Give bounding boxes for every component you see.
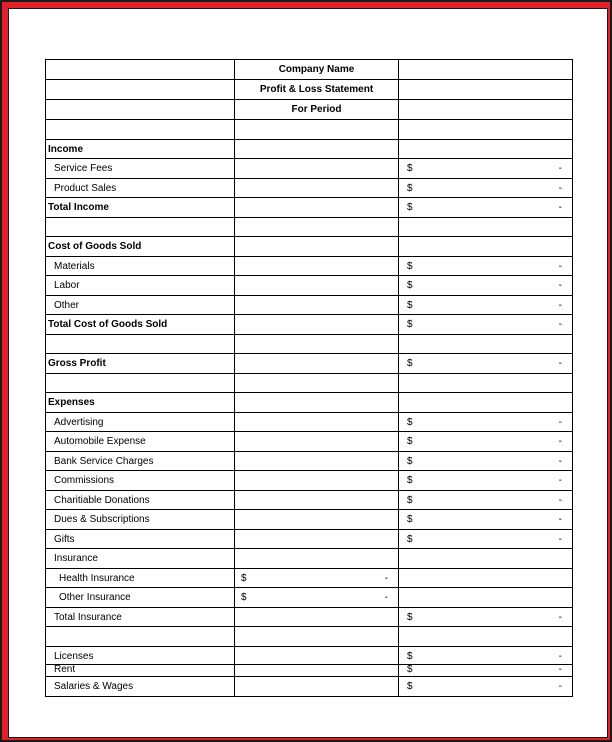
- table-row-advertising: Advertising $ -: [45, 412, 573, 432]
- period-label: For Period: [234, 99, 398, 119]
- blank-row: [45, 217, 573, 237]
- table-row-insurance: Insurance: [45, 548, 573, 568]
- document-page: [8, 8, 608, 738]
- table-row-product-sales: Product Sales $ -: [45, 178, 573, 198]
- table-row-commissions: Commissions $ -: [45, 470, 573, 490]
- table-row-dues: Dues & Subscriptions $ -: [45, 509, 573, 529]
- table-row-automobile: Automobile Expense $ -: [45, 431, 573, 451]
- header-row-period: [45, 99, 573, 119]
- table-row-health-insurance: Health Insurance $ -: [45, 568, 573, 588]
- table-row-licenses: Licenses $ -: [45, 646, 573, 666]
- blank-row: [45, 119, 573, 139]
- table-row-bank-charges: Bank Service Charges $ -: [45, 451, 573, 471]
- section-heading-income: Income: [45, 139, 573, 159]
- table-bottom-border: [45, 696, 573, 697]
- table-row-materials: Materials $ -: [45, 256, 573, 276]
- table-row-total-income: Total Income $ -: [45, 197, 573, 217]
- company-name: Company Name: [234, 59, 398, 79]
- table-row-total-insurance: Total Insurance $ -: [45, 607, 573, 627]
- table-row-other-insurance: Other Insurance $ -: [45, 587, 573, 607]
- table-row-gross-profit: Gross Profit $ -: [45, 353, 573, 373]
- table-row-other: Other $ -: [45, 295, 573, 315]
- section-heading-expenses: Expenses: [45, 392, 573, 412]
- header-row-company: [45, 59, 573, 79]
- table-row-donations: Charitiable Donations $ -: [45, 490, 573, 510]
- header-row-statement: [45, 79, 573, 99]
- table-row-gifts: Gifts $ -: [45, 529, 573, 549]
- table-row-salaries: Salaries & Wages $ -: [45, 676, 573, 696]
- table-row-labor: Labor $ -: [45, 275, 573, 295]
- section-heading-cogs: Cost of Goods Sold: [45, 236, 573, 256]
- table-row-service-fees: Service Fees $ -: [45, 158, 573, 178]
- table-row-total-cogs: Total Cost of Goods Sold $ -: [45, 314, 573, 334]
- blank-row: [45, 626, 573, 646]
- table-row-rent: Rent $ -: [45, 664, 573, 676]
- blank-row: [45, 334, 573, 354]
- statement-title: Profit & Loss Statement: [234, 79, 398, 99]
- blank-row: [45, 373, 573, 393]
